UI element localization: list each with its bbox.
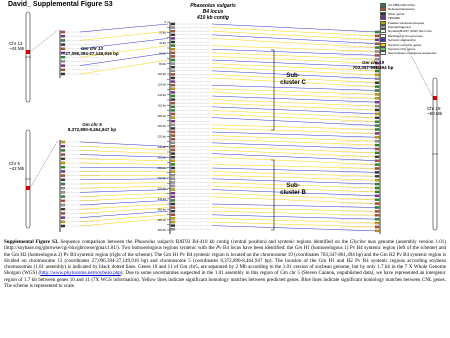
pv-gene (171, 149, 175, 151)
pv-gene (171, 210, 175, 212)
gm13-gene (61, 35, 65, 37)
gm19-gene (375, 156, 379, 158)
pv-gene (171, 142, 175, 144)
gm19-link (212, 139, 378, 145)
legend-swatch (380, 3, 386, 7)
gm19-gene (375, 171, 379, 173)
gm19-link (212, 197, 378, 204)
pv-gene (171, 225, 175, 227)
pv-gene (171, 66, 175, 68)
locus-name: B4 locus (202, 9, 224, 15)
center-contig-label (168, 3, 258, 21)
pv-gene (171, 95, 175, 97)
legend-swatch (380, 29, 386, 33)
pv-gene (171, 37, 175, 39)
gm5-link (80, 186, 168, 188)
gm19-gene (375, 74, 379, 76)
scale-label: 380 kb (157, 217, 166, 222)
gm5-gene (61, 170, 65, 172)
legend-label: Syntenic relationship (388, 37, 416, 42)
pv-gene (171, 27, 175, 29)
gm19-gene (375, 152, 379, 154)
pv-gene (171, 207, 175, 209)
gm19-gene (375, 113, 379, 115)
pv-gene (171, 214, 175, 216)
gm13-link (80, 24, 168, 32)
pv-gene (171, 23, 175, 25)
gm13-link (80, 31, 168, 40)
gm19-link (212, 46, 378, 52)
gm19-link (212, 35, 378, 44)
gm5-link (80, 197, 168, 201)
pv-gene (171, 63, 175, 65)
gm13-gene (61, 56, 65, 58)
pv-gene (171, 171, 175, 173)
gm19-gene (375, 121, 379, 123)
gm19-link (212, 211, 378, 215)
legend-swatch (380, 47, 386, 51)
legend-swatch (380, 7, 386, 11)
pv-gene (171, 117, 175, 119)
pv-gene (171, 41, 175, 43)
pv-gene (171, 120, 175, 122)
gm19-gene (375, 218, 379, 220)
gm19-gene (375, 148, 379, 150)
gm5-gene (61, 217, 65, 219)
gm5-link (80, 150, 168, 153)
gm19-gene (375, 78, 379, 80)
gm5-link (80, 163, 168, 164)
gm5-link (80, 182, 168, 184)
gm19-link (212, 146, 378, 153)
legend-label: Number BLAST (HSP) hits in the (388, 29, 432, 34)
chr19-label: Chr 19 ~50 Mb (427, 106, 443, 116)
pv-gene (171, 102, 175, 104)
scale-label: 20 kb (159, 30, 166, 35)
gm19-gene (375, 191, 379, 193)
gm19-gene (375, 187, 379, 189)
gm19-gene (375, 206, 379, 208)
gm13-region-label: Gm chr 13 27,096,394-27,149,916 bp (65, 46, 119, 56)
gm19-link (212, 103, 378, 110)
gm19-link (212, 215, 378, 219)
gm19-gene (375, 214, 379, 216)
pv-gene (171, 30, 175, 32)
legend-swatch (380, 12, 386, 16)
gm5-gene (61, 221, 65, 223)
legend (380, 2, 448, 56)
pv-gene (171, 163, 175, 165)
chr5-label: Chr 5 ~42 Mb (9, 161, 25, 171)
gm19-gene (375, 199, 379, 201)
pv-gene (171, 181, 175, 183)
pv-gene (171, 59, 175, 61)
gm19-link (212, 49, 378, 55)
gm5-gene (61, 187, 65, 189)
gm13-gene (61, 73, 65, 75)
gm19-link (212, 96, 378, 102)
gm5-gene (61, 166, 65, 168)
legend-label: CC-NBS-LRR (CNL) (388, 2, 416, 7)
pv-gene (171, 131, 175, 133)
gm19-link (212, 28, 378, 36)
gm19-gene (375, 50, 379, 52)
sub-cluster-brackets (271, 50, 274, 230)
gm5-link (80, 190, 168, 193)
legend-label: Putative transposon/repeat (388, 20, 424, 25)
pv-gene (171, 70, 175, 72)
scale-label: 120 kb (157, 82, 166, 87)
pv-gene (171, 34, 175, 36)
sub-cluster-b-label: Sub- cluster B (280, 183, 306, 196)
gm19-link (212, 164, 378, 168)
gm19-link (212, 150, 378, 157)
gm19-gene (375, 167, 379, 169)
figure-title: David_ Supplemental Figure S3 (8, 1, 113, 8)
gm19-gene (375, 132, 379, 134)
gm19-gene (375, 97, 379, 99)
pv-gene (171, 109, 175, 111)
gm19-link (212, 100, 378, 107)
gm5-link (80, 167, 168, 168)
pv-gene (171, 106, 175, 108)
gm5-link (80, 211, 168, 217)
pv-gene (171, 91, 175, 93)
gm19-gene (375, 230, 379, 232)
gm19-link (212, 208, 378, 212)
gm5-gene (61, 162, 65, 164)
scale-label: 200 kb (157, 124, 166, 129)
gm5-gene (61, 212, 65, 214)
pv-gene (171, 185, 175, 187)
legend-label: Syntenic non-CNL genes (388, 42, 422, 47)
gm19-gene (375, 43, 379, 45)
gm5-link (80, 146, 168, 150)
gm19-link (212, 92, 378, 98)
gm19-gene (375, 195, 379, 197)
legend-swatch (380, 34, 386, 38)
scale-label: 0 (164, 20, 166, 25)
pv-gene (171, 145, 175, 147)
pv-gene (171, 77, 175, 79)
gm5-gene (61, 154, 65, 156)
pv-gene (171, 138, 175, 140)
gm5-link (80, 215, 168, 222)
pv-gene (171, 156, 175, 158)
caption-lead: Supplemental Figure S3. (4, 239, 59, 245)
scale-label: 100 kb (157, 72, 166, 77)
gm19-link (212, 168, 378, 172)
gm19-gene (375, 54, 379, 56)
gm19-link (212, 154, 378, 161)
scale-label: 320 kb (157, 186, 166, 191)
pv-gene (171, 178, 175, 180)
gm19-gene (375, 210, 379, 212)
gm5-gene (61, 149, 65, 151)
pv-gene (171, 192, 175, 194)
gm19-gene (375, 82, 379, 84)
scale-label: 140 kb (157, 93, 166, 97)
gm19-gene (375, 70, 379, 72)
legend-swatch (380, 21, 386, 25)
gm19-gene (375, 140, 379, 142)
gm13-gene (61, 65, 65, 67)
pv-gene (171, 160, 175, 162)
gm19-gene (375, 89, 379, 91)
gm19-gene (375, 101, 379, 103)
gm5-gene (61, 183, 65, 185)
pv-gene (171, 221, 175, 223)
gm19-gene (375, 128, 379, 130)
chr13-dotted-line (30, 30, 58, 52)
pv-gene (171, 113, 175, 115)
gm19-gene (375, 183, 379, 185)
scale-label: 280 kb (157, 165, 166, 170)
scale-label: 240 kb (157, 145, 166, 149)
gm19-gene (375, 109, 379, 111)
sub-cluster-c-label: Sub- cluster C (280, 73, 306, 86)
contig-size: 410 kb contig (197, 15, 229, 21)
sub-cluster-b-bracket (271, 160, 274, 230)
pv-gene (171, 196, 175, 198)
pv-gene (171, 55, 175, 57)
scale-label: 60 kb (159, 51, 166, 56)
gm13-gene (61, 39, 65, 41)
gm5-gene (61, 141, 65, 143)
gm5-link (80, 193, 168, 196)
homology-links (80, 24, 378, 231)
gm13-gene (61, 31, 65, 33)
gm5-gene (61, 175, 65, 177)
gm19-gene (375, 47, 379, 49)
pv-gene (171, 52, 175, 54)
pv-gene (171, 99, 175, 101)
legend-label: Other genes (388, 11, 405, 16)
gm19-gene (375, 203, 379, 205)
figure-caption: Supplemental Figure S3. Sequence comparison between the Phaseolus vulgaris BAT93 B4-410 kb contig (central position) and syntenic regions identified on the Glycine max genome (assembly version 1.01) (http://soybase.org/gbrowse/cgi-bin/gbrowse/gmax1.01/). Two homoeologous regions syntenic with the Pv B4 locus have been identified: the Gm H1 (homoeologous 1) Pv B4 syntenic region (left of the scheme) and the Gm H2 (homeologous 2) Pv B4 syntenic region (right of the scheme). The Gm H1 Pv B4 syntenic region is located on the chromosome 19 (coordinates 703,347-861,494 bp) and the Gm H2 Pv B4 syntenic region is divided on chromosome 13 (coordinates 27,096,394-27,149,916 bp) and chromosome 5 (coordinates 8,372,890-8,464,947 bp). The location of the Gm H1 and H2 Pv B4 syntenic regions according soybean chromosomes (1.01 assembly) is indicated by black dotted lines. Genes 10 and 11 of Gm chr5, are separated by 2 Mb according to the 1.01 version of soybean genome, but by only 1.7 kb in the 7 X Whole Genome Shotgun (WGS) (http://www.phytozome.net/soybean.php). Due to some uncertainties suspected in the 1.01 assembly in this region of Gm chr 5 (Steven Cannon, unpublished data), we have represented an intergenic region of 1.7 kb between genes 10 and 11 (7X WGS information). Yellow lines indicate significant homology matches between predicted genes. Blue lines indicate significant homology matches between CNL genes. The scheme is represented to scale. (4, 239, 446, 289)
gm19-gene (375, 31, 379, 33)
legend-label: Pseudo/fragment (388, 24, 411, 29)
pv-gene (171, 45, 175, 47)
gm5-gene (61, 158, 65, 160)
legend-label: Syntenic CNL genes (388, 46, 416, 51)
gm5-link (80, 179, 168, 180)
gm19-gene (375, 105, 379, 107)
pv-gene (171, 48, 175, 50)
legend-swatch (380, 25, 386, 29)
gm5-gene (61, 200, 65, 202)
scale-label: 400 kb (157, 228, 166, 233)
gm5-gene (61, 225, 65, 227)
pv-gene (171, 73, 175, 75)
pv-gene (171, 127, 175, 129)
chr19-ideogram-region (433, 96, 437, 100)
pv-gene (171, 217, 175, 219)
gm5-link (80, 159, 168, 161)
gm19-link (212, 204, 378, 208)
legend-swatch (380, 43, 386, 47)
legend-label: Defense/transposon (388, 7, 415, 12)
scale-label: 180 kb (157, 113, 166, 118)
legend-label: Gap between contiguous sequences (388, 51, 437, 56)
gm19-gene (375, 144, 379, 146)
pv-gene (171, 228, 175, 230)
gm5-region-label: Gm chr 5 8,372,890-8,464,947 bp (67, 122, 117, 132)
gm5-link (80, 218, 168, 226)
legend-swatch (380, 16, 386, 20)
gm19-gene (375, 125, 379, 127)
scale-label: 360 kb (157, 207, 166, 212)
scale-label: 40 kb (159, 41, 166, 45)
legend-label: TIR/NBS (388, 15, 400, 20)
chr13-label: Chr 13 ~44 Mb (9, 41, 25, 51)
gm5-link (80, 200, 168, 205)
pv-gene (171, 124, 175, 126)
pv-gene (171, 135, 175, 137)
pv-gene (171, 203, 175, 205)
scale-label: 260 kb (157, 155, 166, 160)
gm5-gene (61, 145, 65, 147)
gm19-link (212, 157, 378, 164)
pv-gene (171, 167, 175, 169)
species-name: Phaseolus vulgaris (190, 3, 236, 9)
chr5-ideogram-region (26, 186, 30, 190)
gm19-gene (375, 222, 379, 224)
pv-gene (171, 84, 175, 86)
gm5-gene (61, 208, 65, 210)
gm19-gene (375, 117, 379, 119)
gm5-gene (61, 196, 65, 198)
gm19-link (212, 31, 378, 40)
pv-gene (171, 81, 175, 83)
pv-gene (171, 88, 175, 90)
gm5-gene (61, 204, 65, 206)
gm13-gene (61, 69, 65, 71)
gm19-link (212, 24, 378, 32)
gm19-gene (375, 160, 379, 162)
scale-label: 300 kb (157, 176, 166, 181)
chr5-dotted-line (30, 140, 58, 188)
scale-label: 220 kb (157, 134, 166, 139)
gm5-link (80, 142, 168, 146)
scale-label: 80 kb (159, 61, 166, 66)
gm19-gene (375, 136, 379, 138)
gm13-gene (61, 60, 65, 62)
sub-cluster-c-bracket (271, 50, 274, 130)
gm19-gene (375, 175, 379, 177)
gm19-region-label: Gm chr 19 703,347-861,494 bp (352, 60, 394, 70)
pv-gene (171, 174, 175, 176)
gm19-gene (375, 226, 379, 228)
pv-gene (171, 189, 175, 191)
gm19-gene (375, 179, 379, 181)
gm19-gene (375, 35, 379, 37)
gm19-gene (375, 164, 379, 166)
scale-label: 340 kb (157, 197, 166, 201)
gm19-gene (375, 93, 379, 95)
phytozome-link[interactable]: http://www.phytozome.net/soybean.php (40, 270, 121, 277)
gm19-gene (375, 39, 379, 41)
legend-label: Medicago & Gm genomes (388, 33, 423, 38)
gm5-gene (61, 179, 65, 181)
gm19-link (212, 53, 378, 60)
gm19-gene (375, 86, 379, 88)
chr13-ideogram-region (26, 50, 30, 54)
legend-swatch (380, 51, 386, 55)
gm19-link (212, 107, 378, 114)
gm5-link (80, 155, 168, 158)
pv-gene (171, 153, 175, 155)
gm5-gene (61, 191, 65, 193)
gm19-link (212, 110, 378, 117)
gm19-link (212, 143, 378, 149)
legend-item (380, 51, 448, 55)
pv-gene (171, 199, 175, 201)
legend-swatch (380, 38, 386, 42)
scale-label: 160 kb (157, 103, 166, 108)
